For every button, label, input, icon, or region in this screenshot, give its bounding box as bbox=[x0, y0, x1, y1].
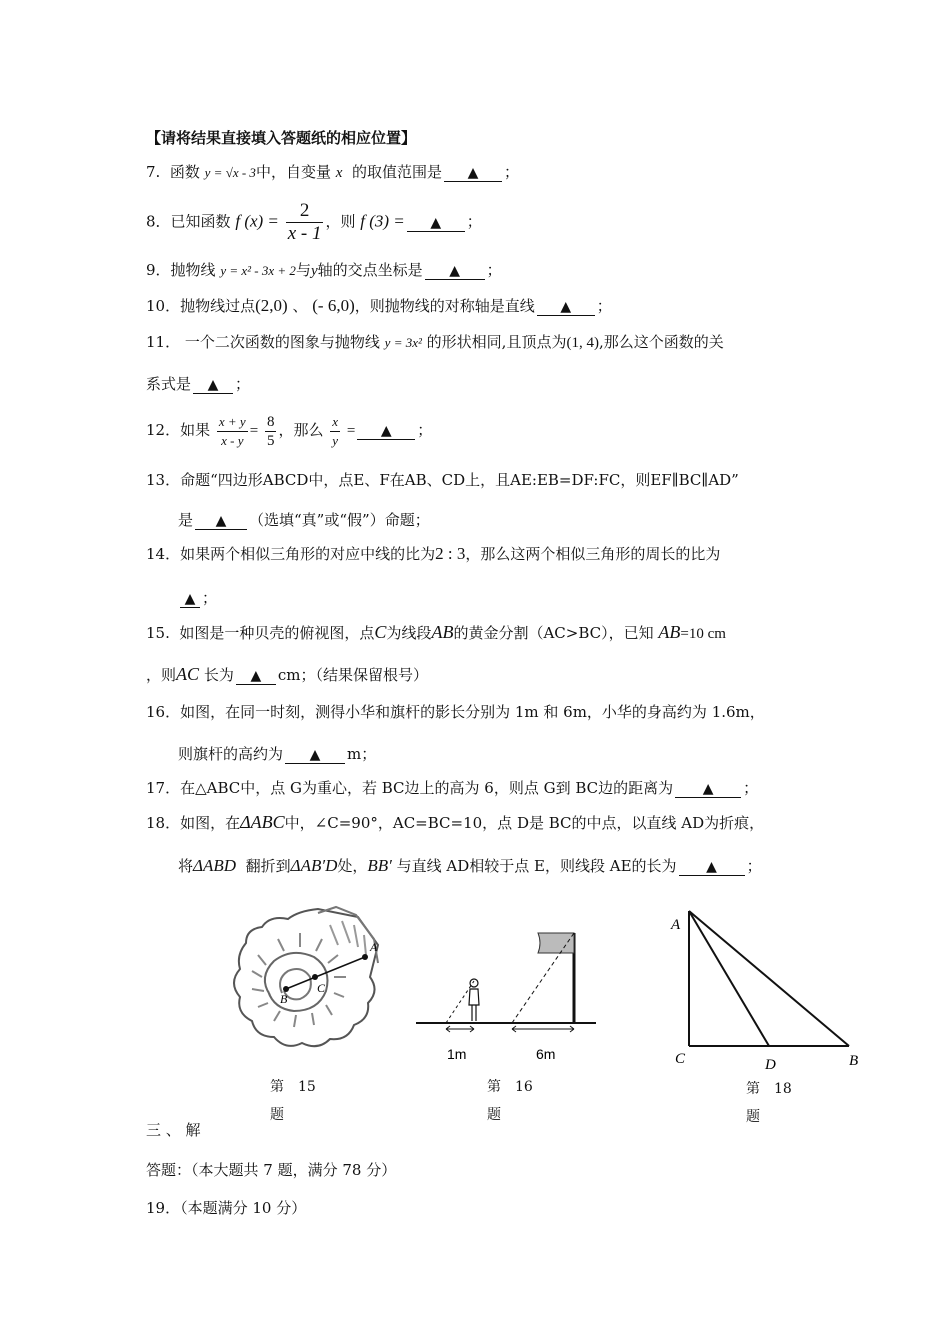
question-17: 17．在△ABC中，点 G为重心，若 BC边上的高为 6，则点 G到 BC边的距离为 ▲ ； bbox=[146, 779, 759, 797]
section-description: 答题：（本大题共 7 题，满分 78 分） bbox=[146, 1161, 397, 1179]
segment-ab bbox=[286, 957, 365, 989]
question-18: 18．如图，在ΔABC中，∠C=90°，AC=BC=10，点 D是 BC的中点，以直线 AD为折痕， bbox=[146, 812, 765, 832]
label-a: A bbox=[671, 917, 681, 933]
answer-blank-9[interactable]: ▲ bbox=[425, 262, 485, 280]
answer-blank-13[interactable]: ▲ bbox=[195, 512, 247, 530]
answer-blank-14[interactable]: ▲ bbox=[180, 590, 200, 608]
answer-blank-16[interactable]: ▲ bbox=[285, 746, 345, 764]
question-15: 15. 如图是一种贝壳的俯视图，点C为线段AB的黄金分割（AC>BC），已知 AB=10 cm bbox=[146, 622, 726, 642]
person bbox=[469, 979, 479, 1021]
question-19: 19．（本题满分 10 分） bbox=[146, 1199, 307, 1217]
answer-blank-17[interactable]: ▲ bbox=[675, 780, 741, 798]
figure-18-triangle bbox=[665, 905, 865, 1075]
question-18-line2: 将ΔABD 翻折到ΔAB′D处，BB′ 与直线 AD相较于点 E，则线段 AE的长为 ▲ ； bbox=[178, 856, 762, 875]
label-c: C bbox=[317, 981, 326, 995]
side-ab bbox=[689, 911, 849, 1046]
figure-15-caption-2: 题 bbox=[270, 1107, 284, 1123]
figure-16-caption: 第 16 bbox=[487, 1079, 533, 1095]
q7-formula: y = √x - 3 bbox=[204, 165, 256, 180]
answer-blank-11[interactable]: ▲ bbox=[193, 376, 233, 394]
label-b: B bbox=[280, 992, 288, 1006]
question-15-line2: ，则AC 长为 ▲ cm；（结果保留根号） bbox=[146, 664, 428, 684]
answer-blank-15[interactable]: ▲ bbox=[236, 667, 276, 685]
answer-blank-7[interactable]: ▲ bbox=[444, 164, 502, 182]
label-c: C bbox=[675, 1051, 686, 1067]
question-10: 10．抛物线过点(2,0) 、 (- 6,0)，则抛物线的对称轴是直线 ▲ ； bbox=[146, 296, 612, 315]
answer-blank-18[interactable]: ▲ bbox=[679, 858, 745, 876]
q8-fraction: $\frac{2}{x - 1}$ bbox=[287, 200, 322, 244]
figure-16-caption-2: 题 bbox=[487, 1107, 501, 1123]
answer-blank-8[interactable]: ▲ bbox=[407, 214, 465, 232]
label-a: A bbox=[370, 940, 378, 954]
section-heading: 三 、 解 bbox=[146, 1121, 201, 1139]
instruction: 【请将结果直接填入答题纸的相应位置】 bbox=[146, 129, 417, 147]
question-11: 11． 一个二次函数的图象与抛物线 y = 3x² 的形状相同,且顶点为(1, 4),那么这个函数的关 bbox=[146, 333, 724, 351]
question-7: 7. 函数 y = √x - 3中，自变量 x 的取值范围是 ▲ ； bbox=[146, 163, 519, 181]
question-13: 13．命题“四边形ABCD中，点E、F在AB、CD上，且AE:EB=DF:FC，则EF∥BC∥AD” bbox=[146, 471, 739, 489]
figure-15-shell bbox=[218, 905, 398, 1055]
question-14: 14．如果两个相似三角形的对应中线的比为2 : 3，那么这两个相似三角形的周长的比为 bbox=[146, 544, 721, 563]
question-16: 16．如图，在同一时刻，测得小华和旗杆的影长分别为 1m 和 6m，小华的身高约为 1.6m， bbox=[146, 703, 765, 721]
label-d: D bbox=[765, 1057, 776, 1073]
segment-ad bbox=[689, 911, 769, 1046]
question-13-line2: 是 ▲ （选填“真”或“假”）命题； bbox=[178, 511, 430, 529]
figure-16-flagpole bbox=[412, 925, 602, 1065]
answer-blank-10[interactable]: ▲ bbox=[537, 298, 595, 316]
figure-15-caption: 第 15 bbox=[270, 1079, 316, 1095]
question-8: 8．已知函数 f (x) = $\frac{2}{x - 1}$ ，则 f (3) = ▲ ； bbox=[146, 200, 482, 244]
question-12: 12．如果 $\frac{x + y}{x - y}$ = $\frac{8}{5}$ ，那么 $\frac{x}{y}$ = ▲ ； bbox=[146, 413, 433, 449]
shell-outline bbox=[234, 909, 378, 1046]
label-6m: 6m bbox=[536, 1046, 556, 1062]
figure-18-caption: 第 18 bbox=[746, 1081, 792, 1097]
label-1m: 1m bbox=[447, 1046, 467, 1062]
question-16-line2: 则旗杆的高约为 ▲ m； bbox=[178, 745, 377, 763]
label-b: B bbox=[849, 1053, 859, 1069]
question-11-line2: 系式是 ▲ ； bbox=[146, 375, 251, 393]
figure-18-caption-2: 题 bbox=[746, 1109, 760, 1125]
question-9: 9．抛物线 y = x² - 3x + 2与y轴的交点坐标是 ▲ ； bbox=[146, 261, 502, 279]
answer-blank-12[interactable]: ▲ bbox=[357, 422, 415, 440]
flag bbox=[538, 933, 574, 953]
question-14-line2: ▲ ； bbox=[178, 588, 217, 608]
